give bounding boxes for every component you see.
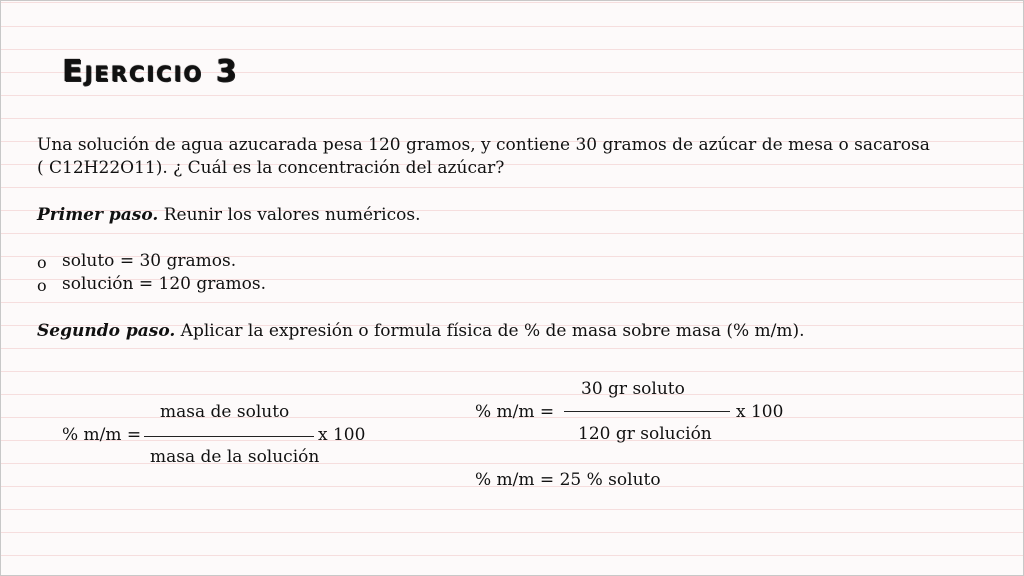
substitution-denominator: 120 gr solución bbox=[578, 424, 712, 444]
step-1-label: Primer paso. bbox=[37, 205, 159, 225]
formula-lhs: % m/m = bbox=[62, 425, 142, 445]
substitution-numerator: 30 gr soluto bbox=[581, 379, 685, 399]
problem-line-2: ( C12H22O11). ¿ Cuál es la concentración del azúcar? bbox=[37, 158, 505, 178]
formula-denominator: masa de la solución bbox=[150, 447, 320, 467]
result-line: % m/m = 25 % soluto bbox=[475, 470, 661, 490]
step-2-text: Aplicar la expresión o formula física de % de masa sobre masa (% m/m). bbox=[175, 321, 805, 341]
formula-factor: x 100 bbox=[318, 425, 366, 445]
step-1 bbox=[37, 204, 421, 227]
exercise-title: Ejercicio 3 bbox=[62, 54, 239, 89]
formula-fraction-bar bbox=[144, 436, 314, 437]
bullet-marker: o bbox=[37, 276, 47, 295]
formula-numerator: masa de soluto bbox=[160, 402, 290, 422]
value-soluto: soluto = 30 gramos. bbox=[62, 251, 237, 271]
value-solucion: solución = 120 gramos. bbox=[62, 274, 267, 294]
step-2 bbox=[37, 320, 805, 343]
bullet-marker: o bbox=[37, 253, 47, 272]
substitution-lhs: % m/m = bbox=[475, 402, 555, 422]
problem-line-1: Una solución de agua azucarada pesa 120 gramos, y contiene 30 gramos de azúcar de mesa o sacarosa bbox=[37, 135, 930, 155]
step-2-label: Segundo paso. bbox=[37, 321, 176, 341]
step-1-text: Reunir los valores numéricos. bbox=[158, 205, 421, 225]
substitution-fraction-bar bbox=[564, 411, 730, 412]
substitution-factor: x 100 bbox=[736, 402, 784, 422]
